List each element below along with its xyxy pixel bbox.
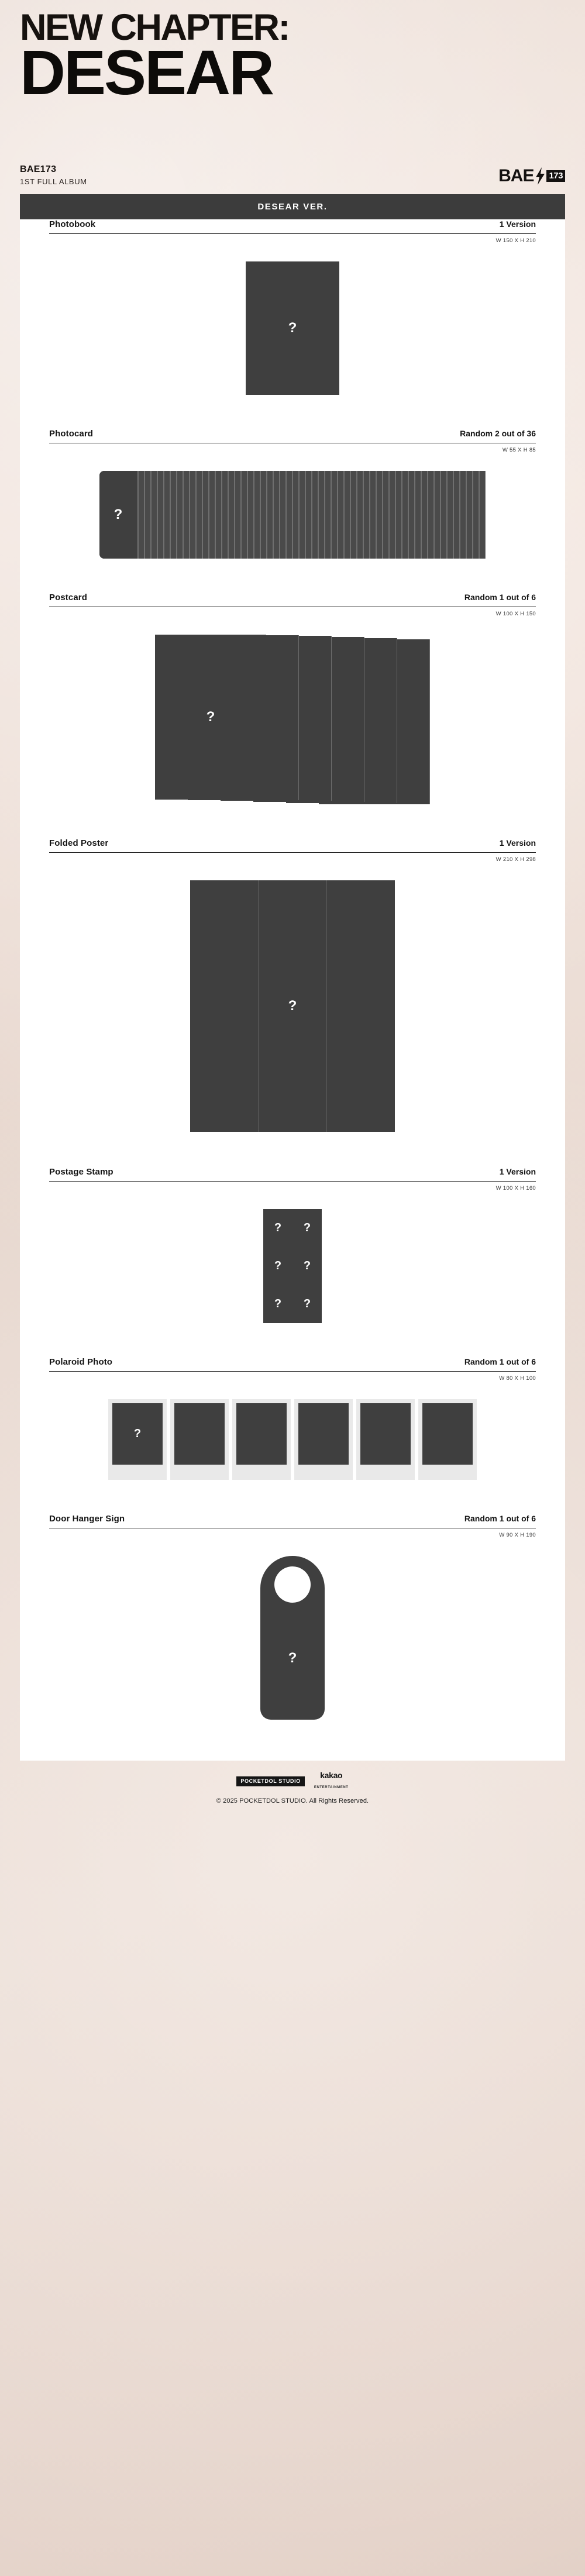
item-count: Random 1 out of 6 <box>464 593 536 602</box>
polaroid-card <box>108 1399 167 1480</box>
item-preview <box>49 617 536 838</box>
lightning-bolt-icon <box>535 167 545 185</box>
item-title: Folded Poster <box>49 838 109 849</box>
section-door-hanger-sign <box>20 1514 565 1745</box>
photobook-placeholder <box>246 261 339 395</box>
section-header <box>49 1514 536 1528</box>
polaroid-image-area <box>298 1403 349 1465</box>
item-preview <box>49 244 536 429</box>
artist-name: BAE173 <box>20 164 57 175</box>
polaroid-card <box>170 1399 229 1480</box>
polaroid-image-area <box>360 1403 411 1465</box>
placeholder-question-mark: ? <box>303 1221 311 1235</box>
section-postcard <box>20 593 565 838</box>
item-count: 1 Version <box>499 219 536 229</box>
item-preview <box>49 1191 536 1357</box>
polaroid-card <box>232 1399 291 1480</box>
photocard-front <box>99 471 137 559</box>
section-header <box>49 1167 536 1182</box>
item-dimensions: W 210 X H 298 <box>495 856 536 863</box>
postcard-front <box>155 635 266 800</box>
kakao-subtitle: ENTERTAINMENT <box>314 1786 349 1789</box>
item-title: Door Hanger Sign <box>49 1514 125 1524</box>
item-title: Postage Stamp <box>49 1167 113 1177</box>
placeholder-question-mark: ? <box>133 1427 142 1441</box>
fold-crease-right <box>326 880 327 1132</box>
item-preview <box>49 1382 536 1514</box>
placeholder-question-mark: ? <box>288 320 297 336</box>
item-dimensions: W 100 X H 150 <box>495 611 536 618</box>
hero-title-line1: NEW CHAPTER: <box>20 7 289 48</box>
hero-title-line2: DESEAR <box>20 36 273 108</box>
placeholder-question-mark: ? <box>274 1221 282 1235</box>
polaroid-image-area <box>174 1403 225 1465</box>
door-hanger-placeholder <box>260 1556 325 1720</box>
item-count: Random 1 out of 6 <box>464 1357 536 1367</box>
item-preview <box>49 1538 536 1745</box>
album-meta-text <box>20 164 87 186</box>
logo-badge-number: 173 <box>546 170 565 182</box>
item-dimensions: W 80 X H 100 <box>499 1375 536 1382</box>
version-band: DESEAR VER. <box>20 194 565 219</box>
door-hanger-shape <box>260 1556 325 1720</box>
placeholder-question-mark: ? <box>274 1259 282 1273</box>
photocard-stack-placeholder <box>99 471 486 559</box>
item-dimensions: W 100 X H 160 <box>495 1185 536 1192</box>
section-polaroid-photo <box>20 1357 565 1514</box>
page-footer <box>0 1761 585 1821</box>
polaroid-image-area <box>112 1403 163 1465</box>
placeholder-question-mark: ? <box>274 1297 282 1311</box>
placeholder-question-mark: ? <box>113 507 123 523</box>
placeholder-question-mark: ? <box>303 1259 311 1273</box>
item-count: Random 1 out of 6 <box>464 1514 536 1524</box>
kakao-wordmark: kakao <box>320 1771 343 1781</box>
section-postage-stamp <box>20 1167 565 1357</box>
item-dimensions: W 150 X H 210 <box>495 237 536 244</box>
section-header <box>49 593 536 607</box>
item-preview <box>49 863 536 1167</box>
folded-poster-placeholder <box>190 880 395 1132</box>
item-dimensions: W 55 X H 85 <box>502 447 536 454</box>
hero-banner <box>0 0 585 108</box>
item-count: 1 Version <box>499 838 536 848</box>
polaroid-image-area <box>236 1403 287 1465</box>
photocard-stack-edges <box>132 471 486 559</box>
section-photocard <box>20 429 565 593</box>
copyright-text: © 2025 POCKETDOL STUDIO. All Rights Reserved. <box>216 1797 369 1804</box>
fold-crease-left <box>258 880 259 1132</box>
polaroid-image-area <box>422 1403 473 1465</box>
item-preview <box>49 453 536 593</box>
pocketdol-studio-logo: POCKETDOL STUDIO <box>236 1776 304 1786</box>
item-title: Photocard <box>49 429 94 439</box>
placeholder-question-mark: ? <box>288 1650 297 1666</box>
logo-wordmark: BAE <box>498 166 534 186</box>
album-meta <box>0 164 585 186</box>
placeholder-question-mark: ? <box>206 709 215 725</box>
kakao-entertainment-logo <box>314 1771 349 1791</box>
polaroid-card <box>294 1399 353 1480</box>
placeholder-question-mark: ? <box>303 1297 311 1311</box>
postcard-fan-placeholder <box>155 635 430 804</box>
contents-sheet <box>20 194 565 1761</box>
door-hanger-hole <box>274 1566 311 1603</box>
polaroid-card <box>356 1399 415 1480</box>
bae173-logo <box>498 166 565 186</box>
brand-row <box>20 1771 565 1791</box>
section-header <box>49 1357 536 1372</box>
section-photobook <box>20 219 565 429</box>
placeholder-question-mark: ? <box>288 998 297 1014</box>
postage-stamp-placeholder <box>263 1209 322 1323</box>
item-title: Photobook <box>49 219 96 230</box>
item-title: Postcard <box>49 593 87 603</box>
section-folded-poster <box>20 838 565 1167</box>
item-dimensions: W 90 X H 190 <box>499 1532 536 1539</box>
item-title: Polaroid Photo <box>49 1357 113 1368</box>
polaroid-card <box>418 1399 477 1480</box>
item-count: Random 2 out of 36 <box>460 429 536 439</box>
section-header <box>49 838 536 853</box>
section-header <box>49 429 536 443</box>
section-header <box>49 219 536 234</box>
item-count: 1 Version <box>499 1167 536 1177</box>
album-type: 1ST FULL ALBUM <box>20 177 87 187</box>
polaroid-row <box>108 1399 477 1480</box>
